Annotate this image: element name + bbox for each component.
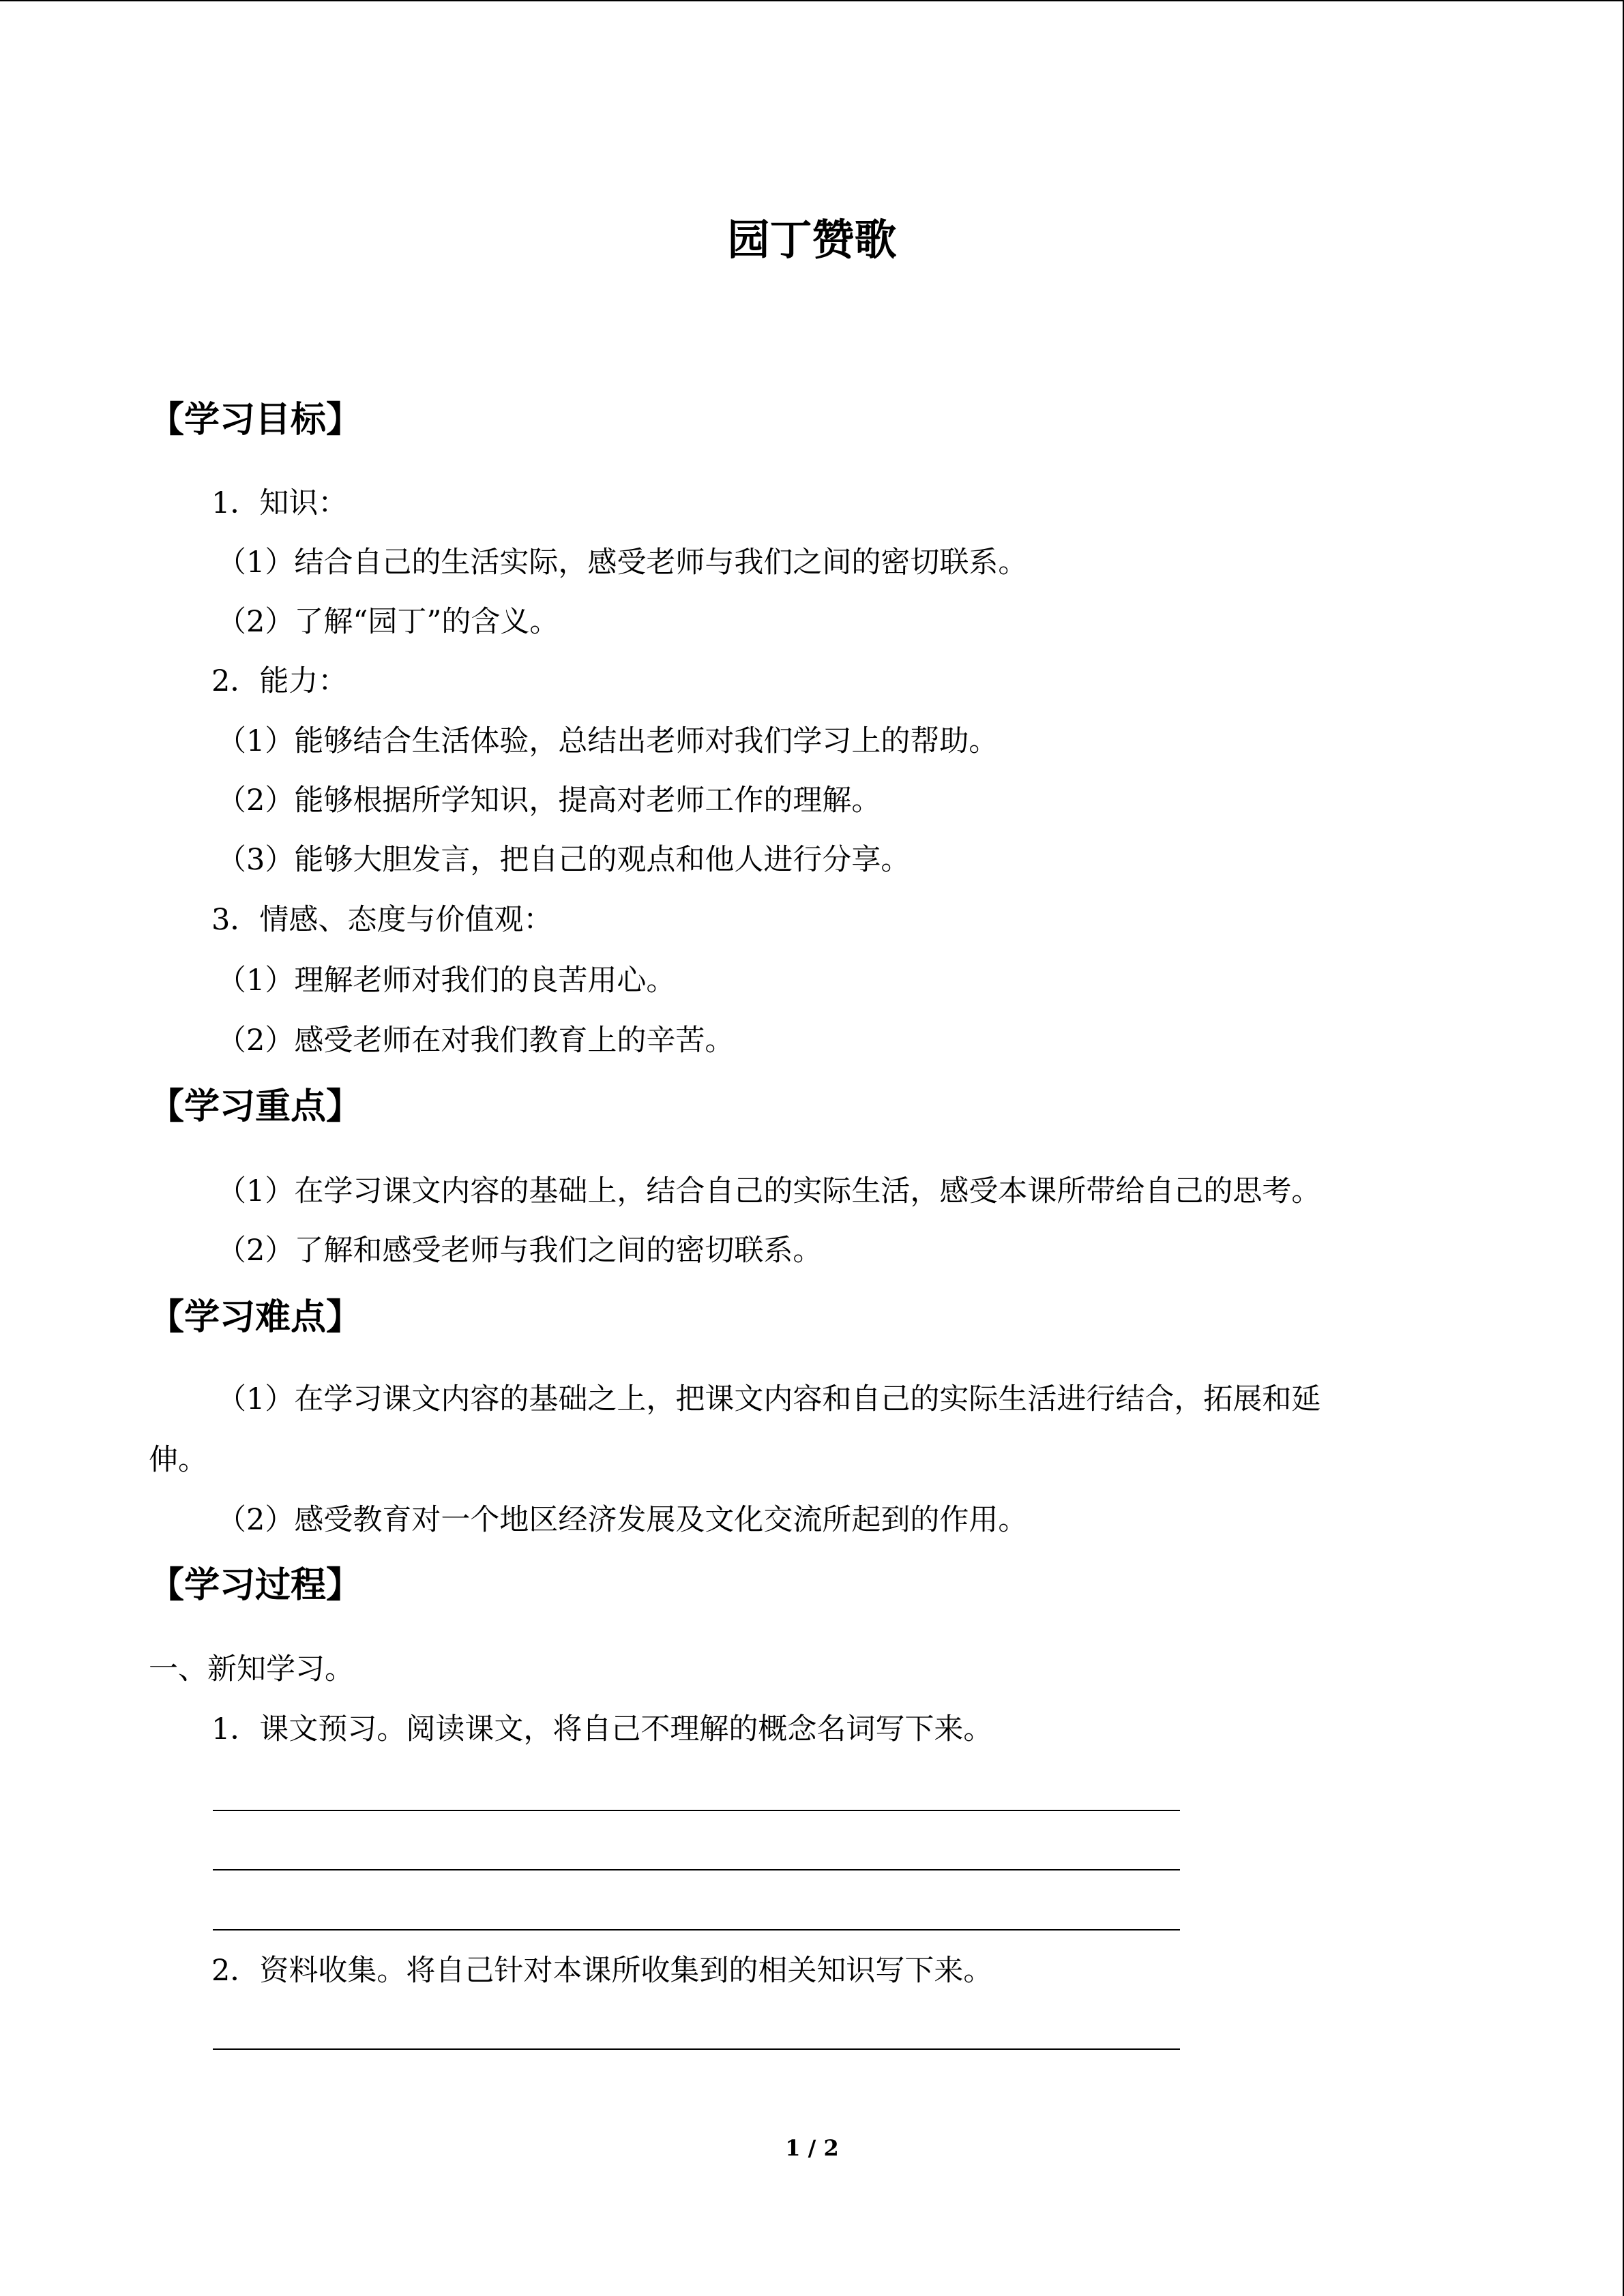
emotion-item-2: （2）感受老师在对我们教育上的辛苦。 [217,1024,735,1058]
difficulty-1-line-2: 伸。 [149,1443,207,1477]
ability-item-1: （1）能够结合生活体验，总结出老师对我们学习上的帮助。 [217,724,999,758]
answer-line-4[interactable] [213,2048,1180,2050]
process-task-1: 1．课文预习。阅读课文，将自己不理解的概念名词写下来。 [211,1712,993,1746]
process-part-1: 一、新知学习。 [149,1652,354,1686]
emotion-item-1: （1）理解老师对我们的良苦用心。 [217,964,676,998]
knowledge-item-2: （2）了解“园丁”的含义。 [217,605,559,639]
answer-line-1[interactable] [213,1810,1180,1811]
difficulty-2: （2）感受教育对一个地区经济发展及文化交流所起到的作用。 [217,1503,1028,1537]
section-heading-objectives: 【学习目标】 [149,400,362,441]
process-task-2: 2．资料收集。将自己针对本课所收集到的相关知识写下来。 [211,1954,993,1988]
section-heading-key-points: 【学习重点】 [149,1086,362,1127]
section-heading-process: 【学习过程】 [149,1565,362,1606]
ability-item-2: （2）能够根据所学知识，提高对老师工作的理解。 [217,784,881,818]
ability-item-3: （3）能够大胆发言，把自己的观点和他人进行分享。 [217,843,911,877]
answer-line-2[interactable] [213,1869,1180,1870]
difficulty-1-line-1: （1）在学习课文内容的基础之上，把课文内容和自己的实际生活进行结合，拓展和延 [217,1382,1321,1416]
answer-line-3[interactable] [213,1929,1180,1930]
ability-label: 2．能力： [211,664,348,698]
emotion-label: 3．情感、态度与价值观： [211,903,553,937]
knowledge-label: 1．知识： [211,486,348,520]
knowledge-item-1: （1）结合自己的生活实际，感受老师与我们之间的密切联系。 [217,546,1028,580]
document-title: 园丁赞歌 [727,215,897,265]
section-heading-difficulties: 【学习难点】 [149,1297,362,1338]
key-point-1: （1）在学习课文内容的基础上，结合自己的实际生活，感受本课所带给自己的思考。 [217,1174,1321,1208]
key-point-2: （2）了解和感受老师与我们之间的密切联系。 [217,1234,823,1268]
page-number: 1 / 2 [785,2135,839,2161]
